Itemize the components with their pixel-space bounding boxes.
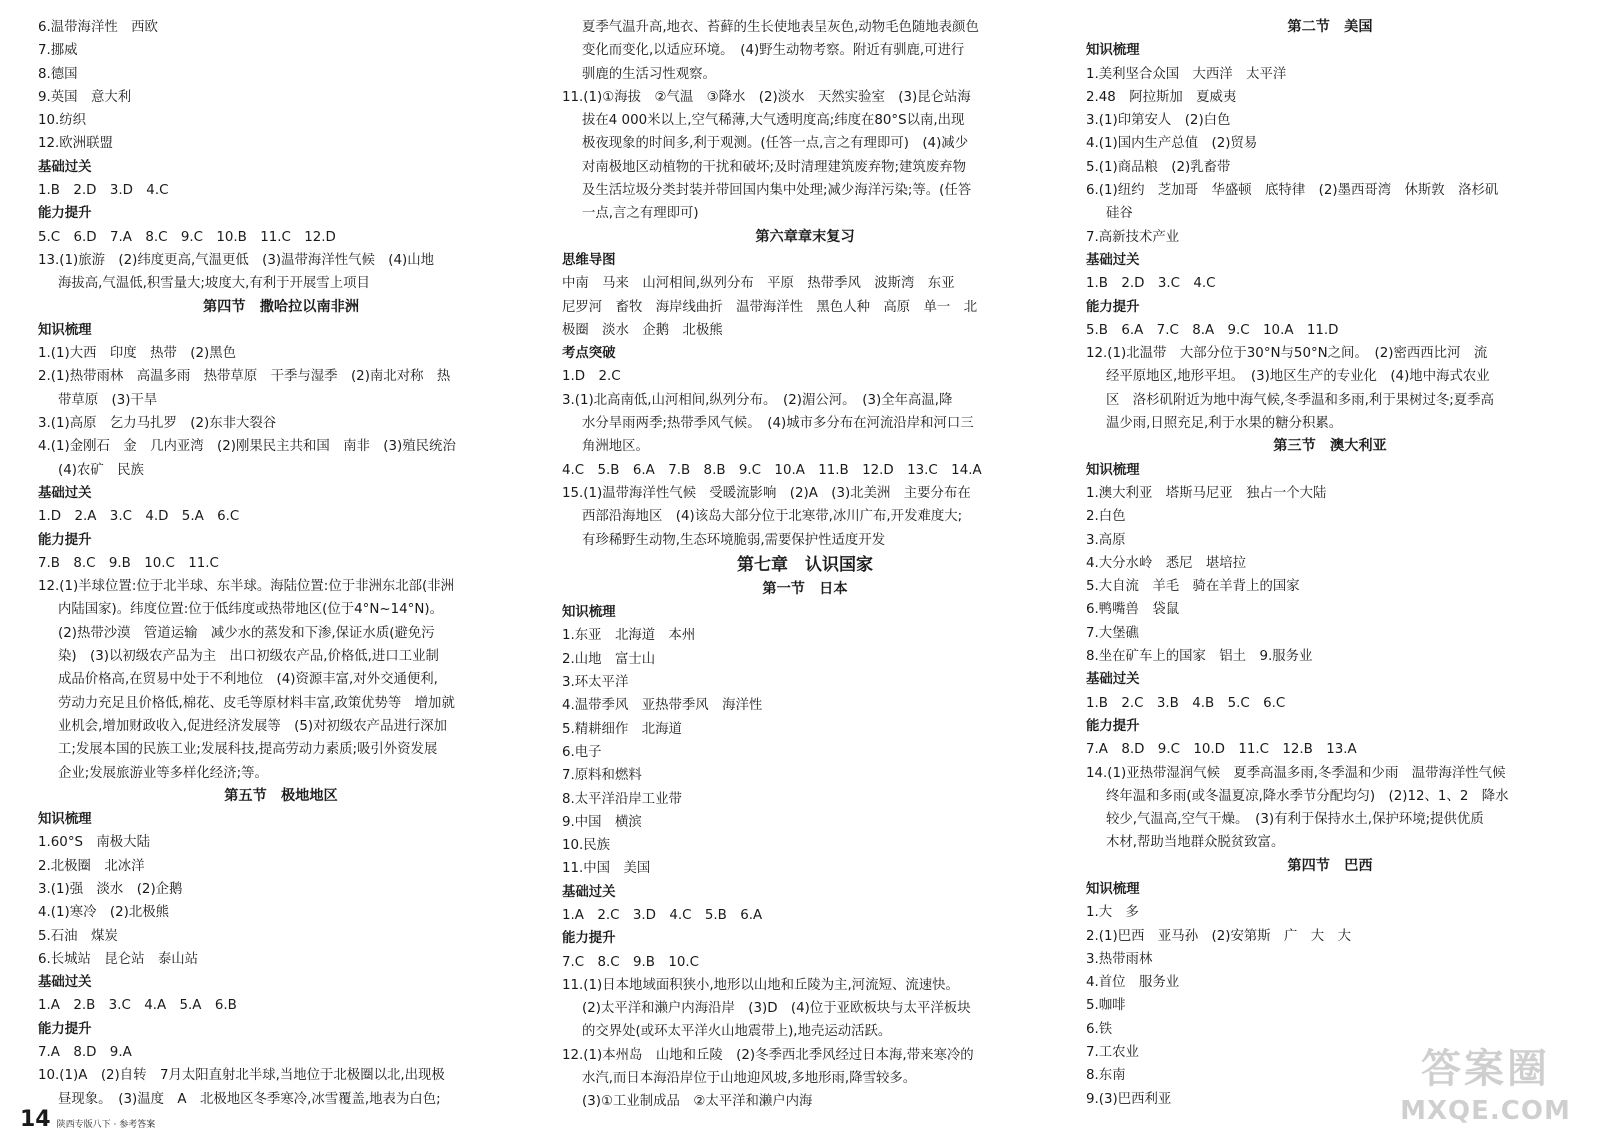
answer-line: 10.民族 — [562, 838, 611, 854]
left-column — [38, 16, 524, 1111]
answer-line: 4.温带季风 亚热带季风 海洋性 — [562, 698, 763, 714]
answer-line: 8.东南 — [1086, 1068, 1126, 1084]
answer-continuation: 水分旱雨两季;热带季风气候。 (4)城市多分布在河流沿岸和河口三 — [582, 416, 974, 432]
answer-continuation: 染) (3)以初级农产品为主 出口初级农产品,价格低,进口工业制 — [58, 649, 439, 665]
answer-continuation: 及生活垃圾分类封装并带回国内集中处理;减少海洋污染;等。(任答 — [582, 183, 972, 199]
answer-line: 7.原料和燃料 — [562, 768, 642, 784]
answer-line: 9.中国 横滨 — [562, 814, 642, 830]
answer-continuation: 水汽,而日本海沿岸位于山地迎风坡,多地形雨,降雪较多。 — [582, 1071, 917, 1087]
answer-continuation: 角洲地区。 — [582, 439, 649, 455]
page-number: 14 — [20, 1107, 51, 1132]
subsection-heading: 考点突破 — [562, 346, 616, 362]
answer-line: 6.长城站 昆仑站 泰山站 — [38, 951, 199, 967]
subsection-heading: 能力提升 — [38, 532, 92, 548]
subsection-heading: 能力提升 — [38, 1021, 92, 1037]
subsection-heading: 思维导图 — [562, 252, 616, 268]
answer-line: 1.美利坚合众国 大西洋 太平洋 — [1086, 66, 1287, 82]
answer-line: 7.A 8.D 9.A — [38, 1045, 132, 1061]
subsection-heading: 基础过关 — [38, 159, 92, 175]
subsection-heading: 基础过关 — [38, 485, 92, 501]
section-title: 第四节 撒哈拉以南非洲 — [202, 298, 360, 315]
answer-line: 5.(1)商品粮 (2)乳畜带 — [1086, 159, 1231, 175]
answer-continuation: (2)热带沙漠 管道运输 减少水的蒸发和下渗,保证水质(避免污 — [58, 625, 435, 641]
answer-line: 3.热带雨林 — [1086, 951, 1153, 967]
section-title: 第三节 澳大利亚 — [1273, 438, 1387, 455]
answer-line: 2.北极圈 北冰洋 — [38, 858, 145, 874]
answer-continuation: 西部沿海地区 (4)该岛大部分位于北寒带,冰川广布,开发难度大; — [582, 509, 963, 525]
answer-line: 7.挪威 — [38, 43, 78, 59]
answer-continuation: 带草原 (3)干旱 — [58, 392, 158, 408]
answer-line: 4.大分水岭 悉尼 堪培拉 — [1086, 555, 1247, 571]
answer-continuation: 海拔高,气温低,积雪量大;坡度大,有利于开展雪上项目 — [58, 276, 370, 292]
answer-line: 15.(1)温带海洋性气候 受暖流影响 (2)A (3)北美洲 主要分布在 — [562, 485, 971, 501]
footer-note: 陕西专版八下 · 参考答案 — [56, 1120, 156, 1130]
answer-line: 3.(1)北高南低,山河相间,纵列分布。 (2)湄公河。 (3)全年高温,降 — [562, 392, 953, 408]
answer-line: 11.(1)①海拔 ②气温 ③降水 (2)淡水 天然实验室 (3)昆仑站海 — [562, 89, 971, 105]
answer-continuation: 内陆国家)。纬度位置:位于低纬度或热带地区(位于4°N~14°N)。 — [58, 602, 443, 618]
middle-column — [562, 16, 1048, 1114]
answer-line: 极圈 淡水 企鹅 北极熊 — [562, 322, 723, 338]
answer-line: 2.山地 富士山 — [562, 651, 656, 667]
subsection-heading: 基础过关 — [38, 975, 92, 991]
subsection-heading: 知识梳理 — [38, 322, 92, 338]
answer-continuation: 夏季气温升高,地衣、苔藓的生长使地表呈灰色,动物毛色随地表颜色 — [582, 20, 979, 35]
answer-line: 7.C 8.C 9.B 10.C — [562, 954, 700, 970]
answer-line: 6.温带海洋性 西欧 — [38, 20, 158, 35]
answer-line: 1.(1)大西 印度 热带 (2)黑色 — [38, 346, 237, 362]
answer-line: 7.A 8.D 9.C 10.D 11.C 12.B 13.A — [1086, 742, 1357, 758]
answer-continuation: 昼现象。 (3)温度 A 北极地区冬季寒冷,冰雪覆盖,地表为白色; — [58, 1091, 441, 1107]
answer-line: 7.B 8.C 9.B 10.C 11.C — [38, 555, 219, 571]
answer-line: 12.(1)半球位置:位于北半球、东半球。海陆位置:位于非洲东北部(非洲 — [38, 579, 455, 595]
answer-line: 7.高新技术产业 — [1086, 229, 1180, 245]
answer-continuation: 的交界处(或环太平洋火山地震带上),地壳运动活跃。 — [582, 1024, 892, 1040]
answer-continuation: 较少,气温高,空气干燥。 (3)有利于保持水土,保护环境;提供优质 — [1106, 812, 1484, 828]
answer-line: 6.(1)纽约 芝加哥 华盛顿 底特律 (2)墨西哥湾 休斯敦 洛杉矶 — [1086, 183, 1499, 199]
subsection-heading: 知识梳理 — [1086, 462, 1140, 478]
answer-continuation: (4)农矿 民族 — [58, 462, 144, 478]
answer-line: 1.澳大利亚 塔斯马尼亚 独占一个大陆 — [1086, 485, 1327, 501]
answer-line: 13.(1)旅游 (2)纬度更高,气温更低 (3)温带海洋性气候 (4)山地 — [38, 252, 435, 268]
section-title: 第二节 美国 — [1287, 19, 1373, 35]
answer-line: 8.德国 — [38, 66, 78, 82]
subsection-heading: 能力提升 — [38, 206, 92, 222]
answer-continuation: 一点,言之有理即可) — [582, 206, 699, 222]
answer-line: 1.60°S 南极大陆 — [38, 835, 150, 851]
answer-line: 8.太平洋沿岸工业带 — [562, 791, 682, 807]
subsection-heading: 基础过关 — [1086, 252, 1140, 268]
answer-line: 12.(1)北温带 大部分位于30°N与50°N之间。 (2)密西西比河 流 — [1086, 346, 1488, 362]
answer-line: 2.(1)巴西 亚马孙 (2)安第斯 广 大 大 — [1086, 928, 1351, 944]
subsection-heading: 知识梳理 — [562, 605, 616, 621]
section-title: 第四节 巴西 — [1287, 857, 1373, 874]
answer-line: 尼罗河 畜牧 海岸线曲折 温带海洋性 黑色人种 高原 单一 北 — [562, 299, 978, 315]
answer-line: 12.(1)本州岛 山地和丘陵 (2)冬季西北季风经过日本海,带来寒冷的 — [562, 1047, 974, 1063]
subsection-heading: 能力提升 — [562, 931, 616, 947]
answer-line: 11.中国 美国 — [562, 861, 651, 877]
answer-line: 6.电子 — [562, 744, 602, 760]
answer-line: 8.坐在矿车上的国家 铝土 9.服务业 — [1086, 649, 1313, 665]
answer-line: 5.咖啡 — [1086, 998, 1126, 1014]
subsection-heading: 知识梳理 — [1086, 881, 1140, 897]
answer-line: 2.(1)热带雨林 高温多雨 热带草原 干季与湿季 (2)南北对称 热 — [38, 369, 451, 385]
answer-line: 中南 马来 山河相间,纵列分布 平原 热带季风 波斯湾 东亚 — [562, 276, 955, 292]
right-column — [1086, 16, 1574, 1111]
answer-line: 5.B 6.A 7.C 8.A 9.C 10.A 11.D — [1086, 322, 1339, 338]
section-title: 第五节 极地地区 — [224, 787, 338, 804]
section-title: 第六章章末复习 — [755, 228, 855, 245]
answer-continuation: (3)①工业制成品 ②太平洋和濑户内海 — [582, 1094, 813, 1110]
answer-continuation: 对南极地区动植物的干扰和破坏;及时清理建筑废弃物;建筑废弃物 — [582, 159, 966, 175]
answer-continuation: 终年温和多雨(或冬温夏凉,降水季节分配均匀) (2)12、1、2 降水 — [1106, 788, 1509, 804]
answer-line: 2.48 阿拉斯加 夏威夷 — [1086, 89, 1237, 105]
answer-line: 3.(1)强 淡水 (2)企鹅 — [38, 881, 183, 897]
answer-continuation: 木材,帮助当地群众脱贫致富。 — [1106, 835, 1285, 851]
watermark-url: MXQE.COM — [1400, 1096, 1571, 1126]
page-footer — [20, 1108, 155, 1132]
answer-continuation: 硅谷 — [1106, 206, 1133, 222]
answer-line: 4.(1)寒冷 (2)北极熊 — [38, 905, 170, 921]
answer-continuation: 经平原地区,地形平坦。 (3)地区生产的专业化 (4)地中海式农业 — [1106, 369, 1490, 385]
answer-line: 4.(1)国内生产总值 (2)贸易 — [1086, 136, 1258, 152]
answer-line: 1.D 2.A 3.C 4.D 5.A 6.C — [38, 509, 240, 525]
answer-line: 5.精耕细作 北海道 — [562, 721, 682, 737]
answer-line: 3.(1)高原 乞力马扎罗 (2)东非大裂谷 — [38, 416, 277, 432]
answer-continuation: 成品价格高,在贸易中处于不利地位 (4)资源丰富,对外交通便利, — [58, 672, 438, 688]
answer-line: 10.纺织 — [38, 113, 87, 129]
answer-line: 11.(1)日本地域面积狭小,地形以山地和丘陵为主,河流短、流速快。 — [562, 977, 959, 993]
answer-line: 9.(3)巴西利亚 — [1086, 1091, 1172, 1107]
answer-line: 1.东亚 北海道 本州 — [562, 628, 696, 644]
chapter-title: 第七章 认识国家 — [737, 554, 873, 575]
answer-line: 4.首位 服务业 — [1086, 975, 1180, 991]
answer-line: 5.C 6.D 7.A 8.C 9.C 10.B 11.C 12.D — [38, 229, 336, 245]
answer-continuation: 工;发展本国的民族工业;发展科技,提高劳动力素质;吸引外资发展 — [58, 742, 438, 758]
answer-line: 3.环太平洋 — [562, 675, 629, 691]
answer-line: 4.(1)金刚石 金 几内亚湾 (2)刚果民主共和国 南非 (3)殖民统治 — [38, 439, 456, 455]
answer-line: 5.石油 煤炭 — [38, 928, 118, 944]
subsection-heading: 能力提升 — [1086, 718, 1140, 734]
watermark-logo — [1388, 1044, 1583, 1138]
answer-line: 5.大自流 羊毛 骑在羊背上的国家 — [1086, 579, 1300, 595]
answer-line: 14.(1)亚热带湿润气候 夏季高温多雨,冬季温和少雨 温带海洋性气候 — [1086, 765, 1506, 781]
answer-line: 1.B 2.C 3.B 4.B 5.C 6.C — [1086, 695, 1286, 711]
subsection-heading: 基础过关 — [1086, 672, 1140, 688]
answer-continuation: 拔在4 000米以上,空气稀薄,大气透明度高;纬度在80°S以南,出现 — [582, 113, 965, 129]
answer-continuation: 极夜现象的时间多,利于观测。(任答一点,言之有理即可) (4)减少 — [582, 136, 969, 152]
answer-continuation: 变化而变化,以适应环境。 (4)野生动物考察。附近有驯鹿,可进行 — [582, 43, 965, 59]
subsection-heading: 能力提升 — [1086, 299, 1140, 315]
answer-continuation: 温少雨,日照充足,利于水果的糖分积累。 — [1106, 416, 1343, 432]
answer-line: 6.鸭嘴兽 袋鼠 — [1086, 602, 1180, 618]
section-title: 第一节 日本 — [762, 580, 848, 597]
answer-line: 6.铁 — [1086, 1021, 1113, 1037]
answer-continuation: 有珍稀野生动物,生态环境脆弱,需要保护性适度开发 — [582, 532, 886, 548]
answer-line: 12.欧洲联盟 — [38, 136, 113, 152]
answer-line: 1.B 2.D 3.C 4.C — [1086, 276, 1216, 292]
answer-continuation: 企业;发展旅游业等多样化经济;等。 — [58, 765, 268, 781]
answer-line: 2.白色 — [1086, 509, 1126, 525]
answer-continuation: 驯鹿的生活习性观察。 — [582, 66, 716, 82]
answer-line: 4.C 5.B 6.A 7.B 8.B 9.C 10.A 11.B 12.D 13.C 14.A — [562, 462, 982, 478]
answer-line: 1.大 多 — [1086, 905, 1139, 921]
subsection-heading: 知识梳理 — [1086, 43, 1140, 59]
watermark-text: 答案圈 — [1421, 1045, 1550, 1092]
answer-line: 10.(1)A (2)自转 7月太阳直射北半球,当地位于北极圈以北,出现极 — [38, 1068, 445, 1084]
subsection-heading: 知识梳理 — [38, 812, 92, 828]
answer-continuation: 区 洛杉矶附近为地中海气候,冬季温和多雨,利于果树过冬;夏季高 — [1106, 392, 1494, 408]
answer-line: 9.英国 意大利 — [38, 89, 132, 105]
answer-continuation: 业机会,增加财政收入,促进经济发展等 (5)对初级农产品进行深加 — [58, 718, 448, 734]
answer-continuation: (2)太平洋和濑户内海沿岸 (3)D (4)位于亚欧板块与太平洋板块 — [582, 1001, 971, 1017]
subsection-heading: 基础过关 — [562, 884, 616, 900]
answer-line: 1.B 2.D 3.D 4.C — [38, 183, 169, 199]
answer-line: 1.A 2.B 3.C 4.A 5.A 6.B — [38, 998, 237, 1014]
answer-line: 3.(1)印第安人 (2)白色 — [1086, 113, 1231, 129]
answer-line: 7.大堡礁 — [1086, 625, 1139, 641]
answer-line: 3.高原 — [1086, 532, 1126, 548]
answer-line: 7.工农业 — [1086, 1045, 1139, 1061]
answer-continuation: 劳动力充足且价格低,棉花、皮毛等原材料丰富,政策优势等 增加就 — [58, 695, 455, 711]
answer-line: 1.D 2.C — [562, 369, 621, 385]
answer-line: 1.A 2.C 3.D 4.C 5.B 6.A — [562, 907, 763, 923]
